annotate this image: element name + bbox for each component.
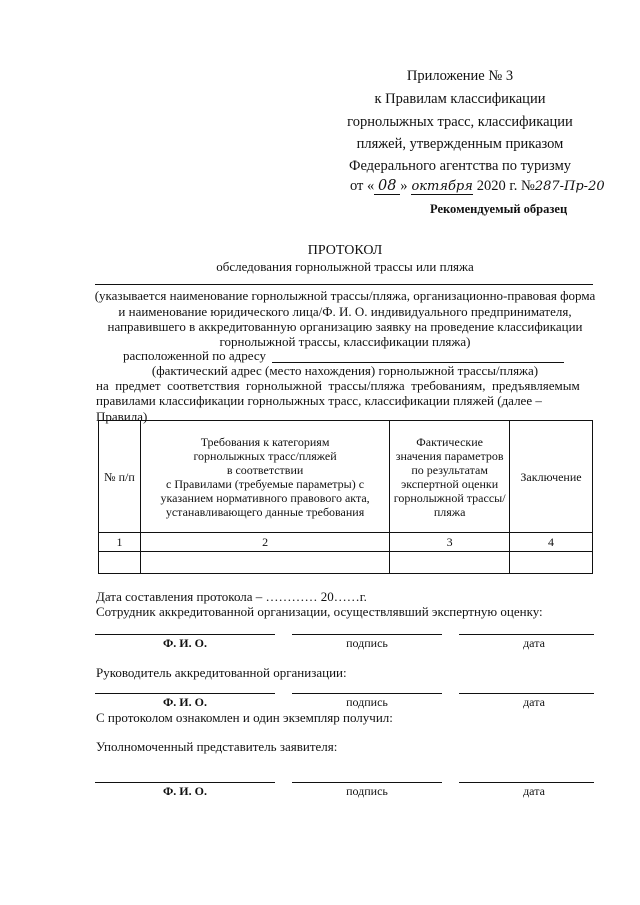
appendix-line-3: пляжей, утвержденным приказом [356,136,564,152]
date-line-1 [459,634,594,635]
date-prefix: от « [350,178,375,194]
date-day-handwritten: 08 [374,178,400,195]
signature-label-3: подпись [346,784,388,798]
fio-line-1 [95,634,275,635]
req-line-6: устанавливающего данные требования [165,504,365,519]
req-line-4: с Правилами (требуемые параметры) с [166,476,365,491]
name-underline [95,284,593,285]
appendix-title: Приложение № 3 [406,68,514,84]
fio-label-2: Ф. И. О. [163,695,207,709]
date-line-2 [459,693,594,694]
date-label-2: дата [523,695,545,709]
signature-line-2 [292,693,442,694]
head-label: Руководитель аккредитованной организации: [96,665,347,680]
col-number-3: 3 [390,533,510,552]
table-numbering-row [99,533,593,552]
address-label: расположенной по адресу [123,348,266,363]
header-actual-values: Фактические значения параметров по результатам экспертной оценки горнолыжной трассы/пляжа [390,421,510,533]
date-number-handwritten: 287-Пр-20 [534,179,605,194]
date-line-3 [459,782,594,783]
signature-line-3 [292,782,442,783]
employee-label: Сотрудник аккредитованной организации, осуществлявший экспертную оценку: [96,604,543,619]
table-empty-row [99,552,593,574]
signature-label-2: подпись [346,695,388,709]
acquainted-label: С протоколом ознакомлен и один экземпляр получил: [96,710,393,725]
header-number: № п/п [99,421,141,533]
fio-label-1: Ф. И. О. [163,636,207,650]
table-header-row [99,421,593,533]
header-requirements [140,421,389,533]
col-number-4: 4 [510,533,593,552]
empty-cell [140,552,389,574]
appendix-date-line [350,178,620,195]
instruction-line-3: направившего в аккредитованную организацию заявку на проведение классификации [107,319,583,334]
purpose-line-1: на предмет соответствия горнолыжной трассы/пляжа требованиям, предъявляемым [96,378,580,393]
empty-cell [99,552,141,574]
req-line-1: Требования к категориям [200,434,330,449]
req-line-2: горнолыжных трасс/пляжей [193,448,337,463]
purpose-line-2: правилами классификации горнолыжных трасс, классификации пляжей (далее – Правила) [96,393,542,424]
instruction-line-1: (указывается наименование горнолыжной трассы/пляжа, организационно-правовая форма [94,288,596,303]
recommended-sample: Рекомендуемый образец [430,202,568,216]
col-number-1: 1 [99,533,141,552]
date-month-handwritten: октября [411,179,473,194]
req-line-3: в соответствии [226,462,304,477]
date-mid: » [400,178,408,194]
appendix-line-2: горнолыжных трасс, классификации [347,114,573,130]
representative-label: Уполномоченный представитель заявителя: [96,739,338,754]
fio-line-3 [95,782,275,783]
address-hint: (фактический адрес (место нахождения) горнолыжной трассы/пляжа) [151,363,539,378]
instruction-line-4: горнолыжной трассы, классификации пляжа) [219,334,471,349]
date-label-1: дата [523,636,545,650]
instruction-line-2: и наименование юридического лица/Ф. И. О. индивидуального предпринимателя, [118,304,572,319]
col-number-2: 2 [140,533,389,552]
date-label-3: дата [523,784,545,798]
signature-line-1 [292,634,442,635]
fio-line-2 [95,693,275,694]
compilation-date: Дата составления протокола – ………… 20……г. [96,589,367,604]
protocol-title: ПРОТОКОЛ [307,243,383,258]
signature-label-1: подпись [346,636,388,650]
protocol-subtitle: обследования горнолыжной трассы или пляжа [216,259,474,274]
appendix-line-1: к Правилам классификации [374,91,546,107]
header-conclusion: Заключение [510,421,593,533]
fio-label-3: Ф. И. О. [163,784,207,798]
appendix-line-4: Федерального агентства по туризму [348,158,572,174]
requirements-table [98,420,593,574]
date-year: 2020 г. № [476,178,535,194]
req-line-5: указанием нормативного правового акта, [160,490,370,505]
empty-cell [510,552,593,574]
empty-cell [390,552,510,574]
